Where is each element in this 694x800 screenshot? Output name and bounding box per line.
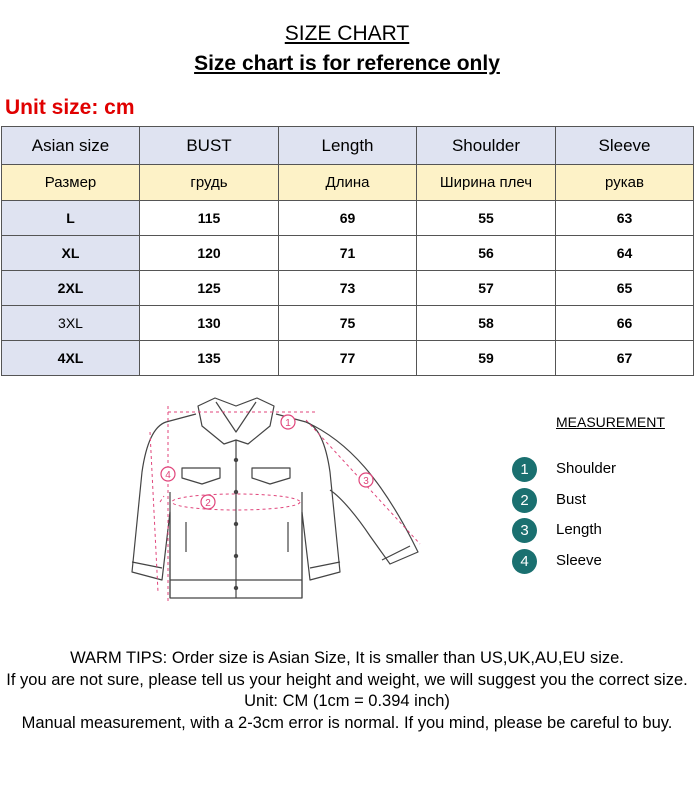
legend-item-sleeve (512, 549, 682, 575)
warm-tips (0, 648, 694, 734)
header-cell: Размер (2, 165, 140, 201)
size-cell: L (2, 201, 140, 236)
header-cell: рукав (556, 165, 694, 201)
page-subtitle: Size chart is for reference only (194, 52, 500, 75)
table-row (2, 306, 694, 341)
table-row (2, 201, 694, 236)
value-cell: 120 (140, 236, 279, 271)
value-cell: 71 (279, 236, 417, 271)
value-cell: 58 (417, 306, 556, 341)
table-row (2, 271, 694, 306)
table-row (2, 236, 694, 271)
size-cell: XL (2, 236, 140, 271)
legend-label: Length (556, 521, 602, 538)
legend-number: 3 (512, 518, 537, 543)
header-cell: Длина (279, 165, 417, 201)
marker-4-label: 4 (165, 470, 171, 481)
measurement-title: MEASUREMENT (556, 414, 665, 430)
size-table (1, 126, 694, 376)
legend-item-bust (512, 488, 682, 514)
value-cell: 73 (279, 271, 417, 306)
legend-label: Sleeve (556, 552, 602, 569)
legend-number: 1 (512, 457, 537, 482)
legend-item-length (512, 518, 682, 544)
size-cell: 4XL (2, 341, 140, 376)
header-cell: BUST (140, 127, 279, 165)
tip-line: WARM TIPS: Order size is Asian Size, It is smaller than US,UK,AU,EU size. (70, 649, 624, 667)
header-cell: Ширина плеч (417, 165, 556, 201)
value-cell: 59 (417, 341, 556, 376)
value-cell: 77 (279, 341, 417, 376)
header-cell: грудь (140, 165, 279, 201)
marker-3-label: 3 (363, 476, 369, 487)
legend-number: 4 (512, 549, 537, 574)
value-cell: 64 (556, 236, 694, 271)
header-cell: Asian size (2, 127, 140, 165)
unit-label: Unit size: cm (5, 96, 135, 119)
value-cell: 55 (417, 201, 556, 236)
table-row (2, 341, 694, 376)
legend-number: 2 (512, 488, 537, 513)
header-cell: Length (279, 127, 417, 165)
value-cell: 125 (140, 271, 279, 306)
marker-1-label: 1 (285, 418, 291, 429)
header-cell: Shoulder (417, 127, 556, 165)
legend-label: Bust (556, 491, 587, 508)
value-cell: 65 (556, 271, 694, 306)
value-cell: 66 (556, 306, 694, 341)
table-header-english (2, 127, 694, 165)
marker-2-label: 2 (205, 498, 211, 509)
value-cell: 135 (140, 341, 279, 376)
legend-label: Shoulder (556, 460, 617, 477)
tip-line: If you are not sure, please tell us your height and weight, we will suggest you the correct size. (6, 670, 688, 689)
legend-item-shoulder (512, 457, 682, 483)
header-cell: Sleeve (556, 127, 694, 165)
size-cell: 2XL (2, 271, 140, 306)
page-title: SIZE CHART (284, 22, 410, 45)
value-cell: 57 (417, 271, 556, 306)
value-cell: 69 (279, 201, 417, 236)
value-cell: 130 (140, 306, 279, 341)
value-cell: 115 (140, 201, 279, 236)
size-cell: 3XL (2, 306, 140, 341)
tip-line: Manual measurement, with a 2-3cm error is normal. If you mind, please be careful to buy. (21, 713, 673, 732)
value-cell: 67 (556, 341, 694, 376)
value-cell: 75 (279, 306, 417, 341)
table-header-russian (2, 165, 694, 201)
jacket-outline-icon (120, 392, 430, 612)
value-cell: 56 (417, 236, 556, 271)
tip-line: Unit: CM (1cm = 0.394 inch) (244, 692, 450, 710)
value-cell: 63 (556, 201, 694, 236)
